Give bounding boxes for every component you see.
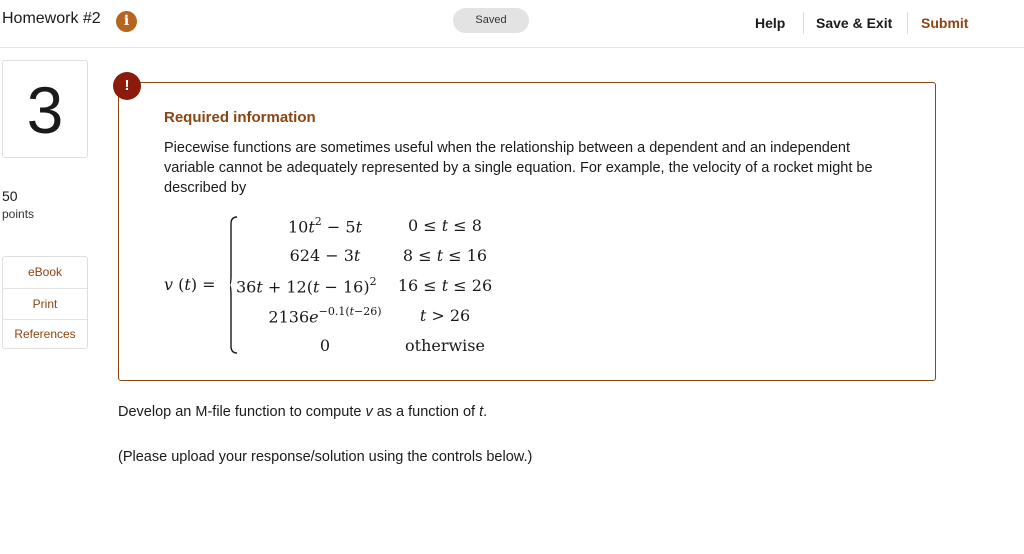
- submit-link[interactable]: Submit: [921, 15, 969, 31]
- top-bar: [0, 0, 1024, 48]
- tools-divider: [3, 319, 87, 320]
- alert-icon: !: [113, 72, 141, 100]
- question-number: 3: [2, 60, 88, 158]
- equation-row-expr: $2136e^{-0.1(t-26)}$: [268, 305, 382, 327]
- nav-divider: [803, 12, 804, 34]
- saved-status-badge: Saved: [453, 8, 529, 33]
- points-value: 50: [2, 188, 18, 204]
- equation-row-expr: 624 − 3t: [289, 246, 361, 265]
- task-instruction: Develop an M-file function to compute v as a function of t.: [118, 404, 488, 420]
- equation-row-expr: $36t + 12(t - 16)^2$: [236, 275, 377, 297]
- required-info-box: [118, 82, 936, 381]
- nav-divider: [907, 12, 908, 34]
- question-tools: [2, 256, 88, 349]
- tools-divider: [3, 288, 87, 289]
- assignment-title: Homework #2: [2, 10, 101, 27]
- help-link[interactable]: Help: [755, 15, 786, 31]
- equation-row-cond: 0 ≤ t ≤ 8: [408, 216, 482, 235]
- upload-instruction: (Please upload your response/solution using the controls below.): [118, 449, 533, 465]
- equation-row-cond: 8 ≤ t ≤ 16: [402, 246, 488, 265]
- save-exit-link[interactable]: Save & Exit: [816, 15, 893, 31]
- equation-row-expr: $10t^2 - 5t$: [288, 215, 362, 237]
- ebook-link[interactable]: eBook: [27, 265, 63, 279]
- equation-row-cond: t > 26: [419, 306, 471, 325]
- print-link[interactable]: Print: [32, 297, 58, 311]
- equation-row-cond: otherwise: [405, 336, 485, 355]
- required-info-paragraph: Piecewise functions are sometimes useful when the relationship between a dependent and an independent variable cannot be adequately represented by a single equation. For example, the velocity of a rocket might be described by: [164, 140, 873, 196]
- references-link[interactable]: References: [14, 327, 76, 341]
- equation-row-expr: 0: [319, 336, 331, 355]
- required-info-title: Required information: [164, 109, 316, 126]
- info-icon[interactable]: i: [116, 11, 137, 32]
- points-label: points: [2, 207, 35, 221]
- equation-lhs: v (t) =: [164, 275, 216, 294]
- equation-row-cond: 16 ≤ t ≤ 26: [397, 276, 493, 295]
